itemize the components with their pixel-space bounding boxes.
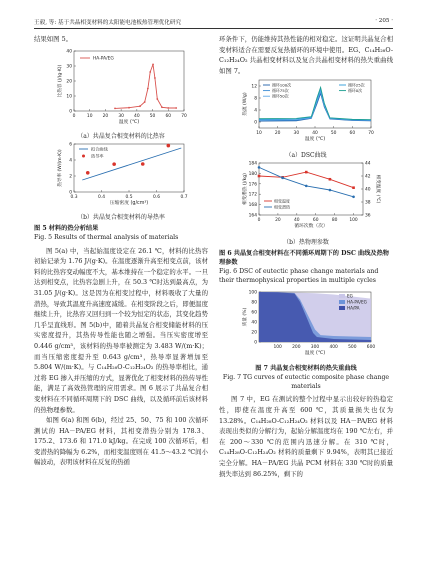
y2-tick-label: 42 [365,174,371,180]
y-tick-label: 0 [254,120,257,126]
x-tick-label: 20 [102,113,109,119]
y-axis-label: 相变潜热 (J/kg) [243,173,248,206]
data-point-latent [281,177,284,180]
x-tick-label: 60 [312,218,319,224]
fig5-caption-en: Fig. 5 Results of thermal analysis of materials [34,233,179,241]
y-tick-label: 40 [251,320,257,326]
fig5-caption-cn: 图 5 材料的热分析结果 [34,224,99,232]
data-point-temp [305,171,308,174]
paragraph-1: 图 5(a) 中，当起始温度设定在 26.1 ℃，材料的比热容初始记录为 1.76 J/(g·K)。在温度逐渐升高至相变点前，该材料的比热容变动幅度不大，基本维持在一个稳定的水平。一旦达到相变点，比热容急剧上升，在 50.3 ℃时达到最高点，为 31.05 J/(g·K)。这是因为在相变过程中，材料吸收了大量的潜热，导致其温度升高速度减缓。在相变阶段之后，即便温度继续上升，比热容又回归到一个较为恒定的状态，其变化趋势几乎呈直线形。图 5(b)中，随着共晶复合相变储能材料的压实密度提升，其热传导性能也随之增强。当压实密度增至 0.446 g/cm³，该材料的热导率被测定为 3.483 W/(m·K)；而当压缩密度提升至 0.643 g/cm³，热导率显著增加至 5.804 W/(m·K)。与 C₁₄H₂₈O-C₁₂H₂₄O₂ 的热导率相比，通过将 EG 掺入并压缩的方式，显著优化了相变材料的热传导性能，满足了高效热管理的应用需求。图 6 展示了共晶复合相变材料在不同循环周期下的 DSC 曲线，以及循环前后该材料的热物理参数。 [34,246,208,414]
legend-swatch [339,306,345,310]
y-axis-label: 热流 (W/g) [243,92,248,116]
y2-tick-label: 44 [365,161,371,167]
y-tick-label: 164 [248,213,257,219]
data-point [175,107,177,109]
intro-line: 结果如图 5。 [34,35,73,43]
y2-tick-label: 38 [365,200,371,206]
running-title: 王毅, 等: 基于共晶相变材料的太阳能电池板热管理优化研究 [34,20,182,26]
legend-label: 循环100次 [272,82,292,88]
y-axis-label: 热导率 (W/(m·K)) [58,148,63,187]
legend-label-fit: 拟合曲线 [91,146,108,152]
legend-swatch [339,300,345,304]
data-point [167,143,171,147]
legend-swatch-points [82,154,85,157]
y-tick-label: 176 [248,182,257,188]
paragraph-2: 如图 6(a) 和图 6(b)，经过 25、50、75 和 100 次循环测试的 HA－PA/EG 材料，其相变潜热分别为 178.3、175.2、173.6 和 171.0 kJ/kg。在完成 100 次循环后，相变潜热的降幅为 6.2%，而相变温度则在 41.5～43.2 ℃间小幅波动，表明该材料在反复的热循 [34,416,208,467]
fig5a-specific-heat-chart [34,45,208,127]
y-tick-label: 10 [66,94,72,100]
data-point [114,107,116,109]
y-tick-label: 0 [69,190,72,196]
data-point [86,171,90,175]
data-point [167,107,169,109]
y-tick-label: 4 [69,158,72,164]
legend-label: EG [347,293,353,299]
data-point [112,162,116,166]
y-tick-label: 80 [251,300,257,306]
x-tick-label: 0 [72,113,76,119]
x-tick-label: 200 [292,345,301,351]
x-tick-label: 10 [86,113,93,119]
data-point [161,106,163,108]
x-tick-label: 0.4 [98,194,105,200]
x-tick-label: 0.6 [153,194,160,200]
fig7-caption-en: Fig. 7 TG curves of eutectic composite phase change materials [222,374,390,391]
x-tick-label: 40 [312,131,318,137]
fig6-caption-cn: 图 6 共晶复合相变材料在不同循环周期下的 DSC 曲线及热物理参数 [219,250,389,267]
legend-label: HA-PA/EG [347,299,367,305]
x-tick-label: 30 [293,131,300,137]
y-tick-label: 20 [66,79,72,85]
x-axis-label: 温度 (℃) [118,119,140,125]
y-tick-label: 168 [248,203,257,209]
y-tick-label: 60 [251,310,257,316]
data-point [128,106,130,108]
x-tick-label: 70 [181,113,187,119]
y-tick-label: 40 [66,49,72,55]
fig5b-subcaption: （b）共晶复合相变材料的导热率 [77,213,165,221]
y-axis-label: 比热容 (J/(g·K)) [58,64,63,97]
fig7-caption-cn: 图 7 共晶复合相变材料的热失重曲线 [255,365,357,373]
legend-label: 循环50次 [272,94,289,100]
y-tick-label: 8 [254,96,257,102]
y2-tick-label: 40 [365,187,371,193]
legend-label: 循环0次 [348,88,363,94]
legend-label: HA-PA/EG [93,56,114,62]
fig6-caption-en: Fig. 6 DSC of eutectic phase change materials and their thermophysical properties in multiple cycles [219,268,379,285]
paragraph-right-bottom: 图 7 中，EG 在测试的整个过程中显示出较好的热稳定性，即使在温度升高至 600 ℃，其质量损失也仅为 13.28%。C₁₄H₂₈O-C₁₂H₂₄O₂ 材料以及 HA－PA/EG 材料表现出类似的分解行为，起始分解温度均在 190 ℃左右，并在 200～330 ℃的范围内迅速分解。在 310 ℃时，C₁₄H₂₈O-C₁₂H₂₄O₂ 材料的质量剩下 9.94%，表明其已接近完全分解。HA－PA/EG 共晶 PCM 材料在 330 ℃时的质量损失率达到 86.25%，剩下的 [219,395,393,478]
y-tick-label: 100 [248,290,257,296]
fig5a-subcaption: （a）共晶复合相变材料的比热容 [77,132,165,140]
x-tick-label: 100 [349,218,358,224]
y-tick-label: 30 [66,64,72,70]
legend-label: 相变潜热 [274,204,290,210]
paragraph-right-top: 环条件下，仍能维持其热性能的相对稳定。这证明共晶复合相变材料适合在需要反复热循环的环境中使用。EG、C₁₄H₂₈O-C₁₂H₂₄O₂ 共晶相变材料以及复合共晶相变材料的热失重曲线如图 7。 [219,35,393,75]
data-point [139,105,141,107]
x-tick-label: 60 [165,113,172,119]
x-tick-label: 0 [257,218,261,224]
data-point [156,98,158,100]
data-point-latent [258,166,261,169]
y-tick-label: 184 [248,161,257,167]
x-tick-label: 50 [149,113,156,119]
data-point [144,101,146,103]
y-tick-label: 180 [248,172,257,178]
y2-tick-label: 36 [365,213,371,219]
y-tick-label: 20 [251,330,257,336]
fig6a-dsc-chart [219,76,393,146]
y-tick-label: 6 [69,142,72,148]
page-number: · 205 · [375,18,393,24]
y-tick-label: 4 [254,108,257,114]
legend-label: 循环75次 [272,88,289,94]
y-tick-label: 0 [254,340,257,346]
x-tick-label: 0.7 [180,194,188,200]
legend-label-points: 热导率 [91,153,104,159]
plot-frame [74,51,184,111]
y2-axis-label: 相变温度 (℃) [375,175,380,204]
x-tick-label: 10 [256,131,262,137]
y-tick-label: 172 [248,193,257,199]
data-point [152,63,154,65]
x-tick-label: 500 [348,345,357,351]
legend-label: 相变温度 [274,198,290,204]
data-point-latent [305,185,308,188]
data-point [141,162,145,166]
legend-label: 循环25次 [348,82,365,88]
x-tick-label: 100 [273,345,282,351]
y-tick-label: 0 [69,109,72,115]
data-point [149,71,151,73]
data-point-temp [352,187,355,190]
fig7-tg-chart [219,288,393,360]
data-point [154,77,156,79]
x-tick-label: 60 [349,131,356,137]
x-tick-label: 30 [118,113,124,119]
data-point-latent [329,189,332,192]
legend-label: HA/PA [347,305,360,311]
x-tick-label: 400 [329,345,338,351]
x-tick-label: 600 [366,345,376,351]
x-tick-label: 70 [368,131,374,137]
fig6b-subcaption: （b）热物理参数 [283,239,329,247]
x-tick-label: 80 [331,218,338,224]
x-axis-label: 压缩密度 (g/cm³) [109,200,149,206]
y-tick-label: 12 [251,84,257,90]
x-axis-label: 温度 (℃) [304,137,326,143]
y-tick-label: 2 [69,174,72,180]
data-point [147,87,149,89]
x-tick-label: 50 [330,131,337,137]
fig6a-subcaption: （a）DSC曲线 [285,152,327,160]
x-axis-label: 循环次数（次） [294,224,328,230]
left-column [34,34,208,468]
x-tick-label: 40 [134,113,140,119]
fig6b-thermophysical-chart [219,159,393,233]
legend-swatch [339,294,345,298]
x-tick-label: 20 [274,131,281,137]
x-tick-label: 40 [294,218,300,224]
x-tick-label: 300 [310,345,320,351]
data-point-latent [352,196,355,199]
right-column [219,34,393,479]
data-point-temp [258,175,261,178]
y-axis-label: 质量 (%) [243,308,248,327]
fig5b-thermal-conductivity-chart [34,140,208,208]
x-axis-label: 温度 (℃) [304,351,326,357]
page-header [34,16,393,29]
x-tick-label: 20 [275,218,281,224]
x-tick-label: 0.3 [70,194,78,200]
x-tick-label: 0.5 [125,194,133,200]
data-point-temp [329,178,332,181]
